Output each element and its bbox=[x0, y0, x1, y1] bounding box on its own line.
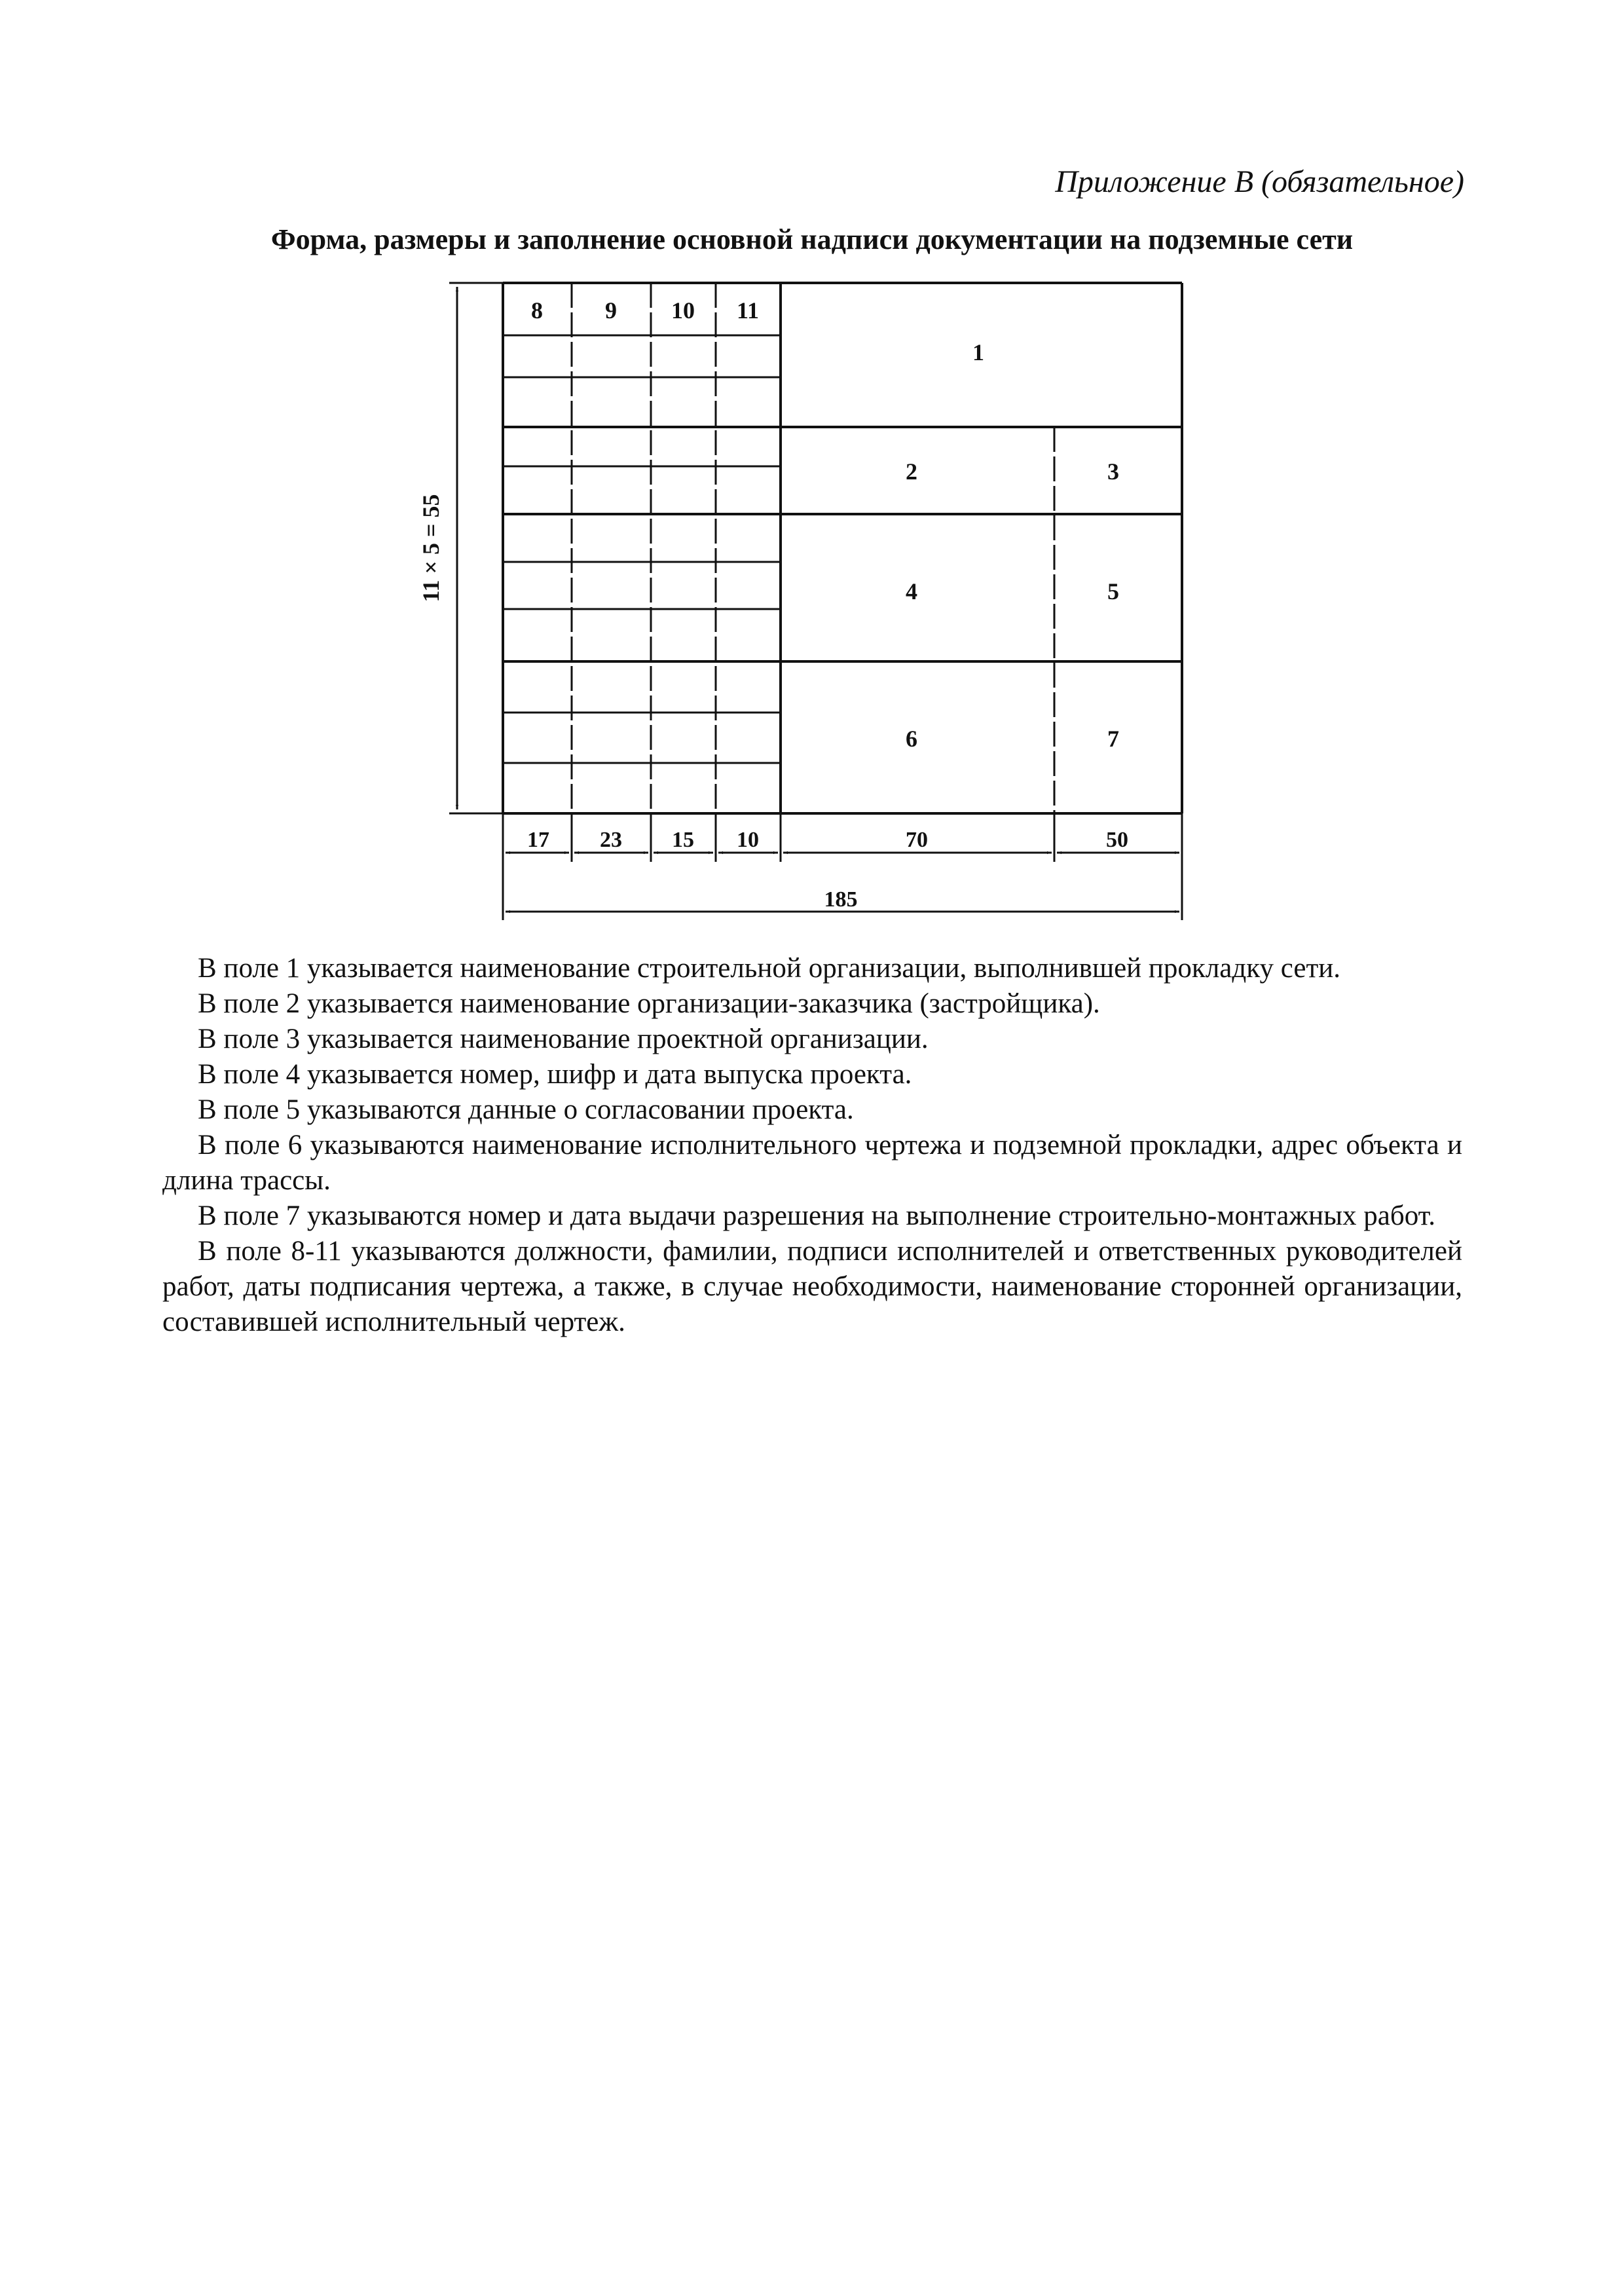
paragraph-field-4: В поле 4 указывается номер, шифр и дата выпуска проекта. bbox=[198, 1059, 912, 1090]
width-label-17: 17 bbox=[527, 828, 549, 852]
height-label: 11 × 5 = 55 bbox=[418, 494, 444, 603]
field-11-label: 11 bbox=[736, 297, 760, 324]
paragraph-field-8-11: В поле 8-11 указываются должности, фамилии, подписи исполнителей и ответственных руководителей работ, даты подписания чертежа, а также, в случае необходимости, наименование сторонней организации, составившей исполнительный чертеж. bbox=[162, 1236, 1462, 1337]
field-10-label: 10 bbox=[671, 297, 695, 324]
width-label-15: 15 bbox=[672, 828, 694, 852]
field-5-label: 5 bbox=[1107, 578, 1119, 604]
width-label-50: 50 bbox=[1106, 828, 1128, 852]
appendix-label: Приложение В (обязательное) bbox=[1055, 164, 1464, 199]
paragraph-field-1: В поле 1 указывается наименование строительной организации, выполнившей прокладку сети. bbox=[198, 953, 1341, 984]
paragraph-field-7: В поле 7 указываются номер и дата выдачи разрешения на выполнение строительно-монтажных работ. bbox=[198, 1200, 1435, 1231]
frame-lines bbox=[503, 283, 1182, 813]
field-descriptions bbox=[162, 951, 1462, 1340]
field-8-label: 8 bbox=[531, 297, 543, 324]
paragraph-field-5: В поле 5 указываются данные о согласовании проекта. bbox=[198, 1094, 854, 1125]
paragraph-field-2: В поле 2 указывается наименование организации-заказчика (застройщика). bbox=[198, 988, 1100, 1019]
total-width-label: 185 bbox=[824, 887, 858, 912]
field-2-label: 2 bbox=[906, 458, 917, 485]
width-label-23: 23 bbox=[600, 828, 622, 852]
field-1-label: 1 bbox=[972, 339, 984, 365]
field-3-label: 3 bbox=[1107, 458, 1119, 485]
width-label-70: 70 bbox=[906, 828, 928, 852]
width-label-10: 10 bbox=[737, 828, 759, 852]
field-9-label: 9 bbox=[605, 297, 617, 324]
field-4-label: 4 bbox=[906, 578, 917, 604]
field-labels bbox=[531, 297, 1119, 752]
form-title: Форма, размеры и заполнение основной надписи документации на подземные сети bbox=[270, 223, 1354, 255]
height-dimension bbox=[449, 283, 503, 813]
paragraph-field-6: В поле 6 указываются наименование исполнительного чертежа и подземной прокладки, адрес объекта и длина трассы. bbox=[162, 1130, 1462, 1196]
field-7-label: 7 bbox=[1107, 726, 1119, 752]
paragraph-field-3: В поле 3 указывается наименование проектной организации. bbox=[198, 1024, 929, 1054]
column-width-labels bbox=[527, 828, 1128, 912]
field-6-label: 6 bbox=[906, 726, 917, 752]
